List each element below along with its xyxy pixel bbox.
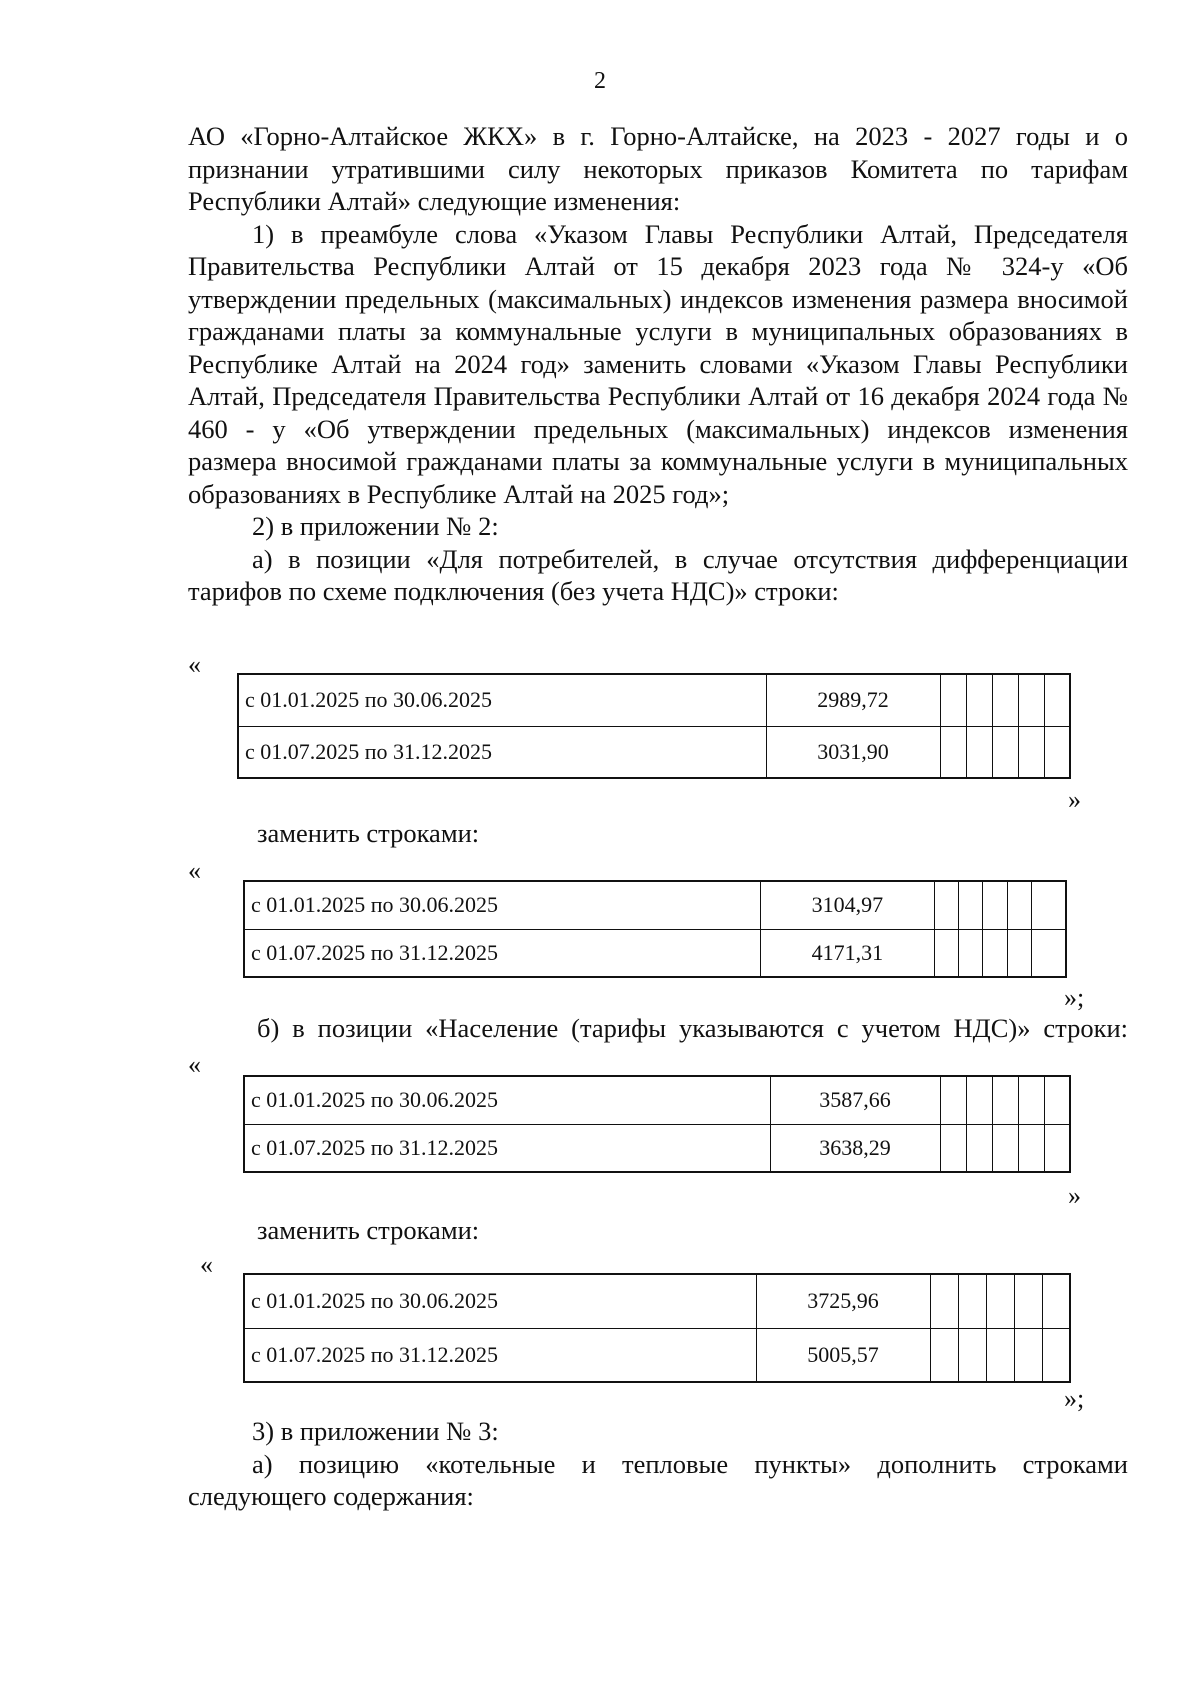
tariff-value-cell: 3725,96 <box>756 1274 930 1328</box>
empty-cell <box>940 674 966 726</box>
empty-cell <box>959 881 983 929</box>
empty-cell <box>1044 674 1070 726</box>
empty-cell <box>983 929 1007 977</box>
empty-cell <box>930 1274 958 1328</box>
page-number: 2 <box>594 68 606 94</box>
empty-cell <box>1007 881 1031 929</box>
tariff-value-cell: 3031,90 <box>766 726 940 778</box>
text-block-item-2b <box>257 1012 1128 1045</box>
empty-cell <box>992 1076 1018 1124</box>
empty-cell <box>934 929 958 977</box>
empty-cell <box>1014 1328 1042 1382</box>
paragraph-item-3: 3) в приложении № 3: <box>252 1416 499 1446</box>
table-row <box>244 881 1066 929</box>
table-row <box>244 1076 1070 1124</box>
empty-cell <box>966 1124 992 1172</box>
empty-cell <box>1018 1076 1044 1124</box>
period-cell: с 01.01.2025 по 30.06.2025 <box>238 674 766 726</box>
empty-cell <box>1018 726 1044 778</box>
table-row <box>244 1274 1070 1328</box>
table-row <box>238 674 1070 726</box>
empty-cell <box>1018 674 1044 726</box>
empty-cell <box>1014 1274 1042 1328</box>
paragraph-replace-2: заменить строками: <box>257 1215 480 1245</box>
empty-cell <box>1032 881 1067 929</box>
close-quote-2: »; <box>1064 983 1085 1012</box>
empty-cell <box>986 1328 1014 1382</box>
period-cell: с 01.01.2025 по 30.06.2025 <box>244 881 760 929</box>
text-block-top <box>188 120 1128 608</box>
empty-cell <box>966 674 992 726</box>
empty-cell <box>1007 929 1031 977</box>
open-quote-3: « <box>188 1050 201 1079</box>
tariff-value-cell: 3104,97 <box>760 881 934 929</box>
empty-cell <box>1044 1124 1070 1172</box>
text-block-bottom <box>188 1415 1128 1513</box>
empty-cell <box>966 1076 992 1124</box>
tariff-value-cell: 3638,29 <box>770 1124 940 1172</box>
empty-cell <box>986 1274 1014 1328</box>
tariff-table-2 <box>243 880 1067 978</box>
empty-cell <box>934 881 958 929</box>
empty-cell <box>992 726 1018 778</box>
empty-cell <box>959 929 983 977</box>
table-row <box>244 1124 1070 1172</box>
paragraph-item-1: 1) в преамбуле слова «Указом Главы Республики Алтай, Председателя Правительства Республики Алтай от 15 декабря 2023 года № 324-у «Об утверждении предельных (максимальных) индексов изменения размера вносимой гражданами платы за коммунальные услуги в муниципальных образованиях в Республике Алтай на 2024 год» заменить словами «Указом Главы Республики Алтай, Председателя Правительства Республики Алтай от 16 декабря 2024 года № 460 - у «Об утверждении предельных (максимальных) индексов изменения размера вносимой гражданами платы за коммунальные услуги в муниципальных образованиях в Республике Алтай на 2025 год»; <box>188 218 1128 509</box>
empty-cell <box>992 674 1018 726</box>
empty-cell <box>966 726 992 778</box>
period-cell: с 01.07.2025 по 31.12.2025 <box>244 1124 770 1172</box>
close-quote-4: »; <box>1064 1384 1085 1413</box>
empty-cell <box>983 881 1007 929</box>
table-row <box>244 929 1066 977</box>
paragraph-replace-1: заменить строками: <box>257 818 480 848</box>
paragraph-item-2: 2) в приложении № 2: <box>252 511 499 541</box>
tariff-value-cell: 3587,66 <box>770 1076 940 1124</box>
period-cell: с 01.07.2025 по 31.12.2025 <box>244 929 760 977</box>
period-cell: с 01.01.2025 по 30.06.2025 <box>244 1274 756 1328</box>
table-row <box>244 1328 1070 1382</box>
empty-cell <box>958 1274 986 1328</box>
tariff-table-4 <box>243 1273 1071 1383</box>
paragraph-intro: АО «Горно-Алтайское ЖКХ» в г. Горно-Алтайске, на 2023 - 2027 годы и о признании утратившими силу некоторых приказов Комитета по тарифам Республики Алтай» следующие изменения: <box>188 121 1128 216</box>
empty-cell <box>930 1328 958 1382</box>
close-quote-3: » <box>1068 1181 1081 1210</box>
empty-cell <box>940 1124 966 1172</box>
open-quote-4: « <box>200 1250 213 1279</box>
paragraph-item-2a: а) в позиции «Для потребителей, в случае отсутствия дифференциации тарифов по схеме подключения (без учета НДС)» строки: <box>188 543 1128 606</box>
empty-cell <box>1042 1274 1070 1328</box>
paragraph-item-2b: б) в позиции «Население (тарифы указываются с учетом НДС)» строки: <box>257 1013 1128 1043</box>
period-cell: с 01.01.2025 по 30.06.2025 <box>244 1076 770 1124</box>
open-quote-2: « <box>188 856 201 885</box>
open-quote-1: « <box>188 650 201 679</box>
empty-cell <box>992 1124 1018 1172</box>
empty-cell <box>940 1076 966 1124</box>
tariff-value-cell: 4171,31 <box>760 929 934 977</box>
tariff-value-cell: 2989,72 <box>766 674 940 726</box>
paragraph-item-3a: а) позицию «котельные и тепловые пункты» дополнить строками следующего содержания: <box>188 1448 1128 1511</box>
table-row <box>238 726 1070 778</box>
period-cell: с 01.07.2025 по 31.12.2025 <box>238 726 766 778</box>
empty-cell <box>940 726 966 778</box>
close-quote-1: » <box>1068 785 1081 814</box>
empty-cell <box>1042 1328 1070 1382</box>
tariff-table-1 <box>237 673 1071 779</box>
tariff-table-3 <box>243 1075 1071 1173</box>
empty-cell <box>1044 726 1070 778</box>
tariff-value-cell: 5005,57 <box>756 1328 930 1382</box>
empty-cell <box>958 1328 986 1382</box>
empty-cell <box>1044 1076 1070 1124</box>
empty-cell <box>1018 1124 1044 1172</box>
empty-cell <box>1032 929 1067 977</box>
period-cell: с 01.07.2025 по 31.12.2025 <box>244 1328 756 1382</box>
